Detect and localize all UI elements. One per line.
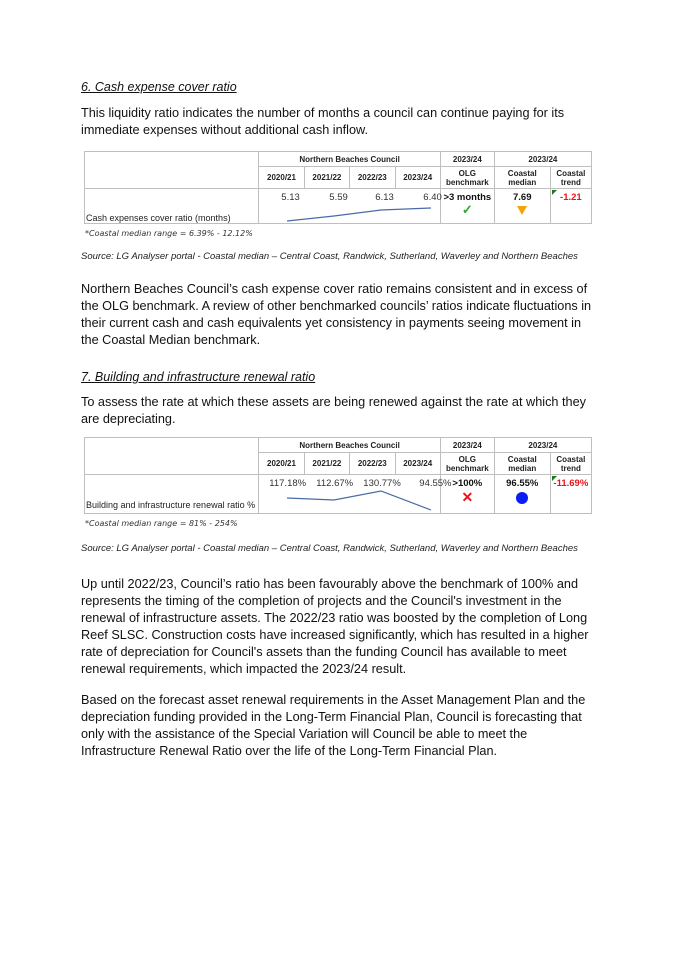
empty-corner [85, 438, 259, 475]
group-header: Northern Beaches Council [259, 438, 441, 453]
section-7-body-1: Up until 2022/23, Council’s ratio has been favourably above the benchmark of 100% and represents the timing of the completion of projects and the Council's investment in the renewal of infrastructure assets. The 2022/23 ratio was boosted by the completion of Long Reef SLSC. Construction costs have increased significantly, which has resulted in a higher rate of depreciation for Council's assets than the funding Council has available to meet renewal requirements, which impacted the 2023/24 result. [81, 577, 589, 676]
year-col-2: 2021/22 [304, 167, 349, 189]
row-label: Cash expenses cover ratio (months) [85, 189, 259, 224]
sparkline-chart [259, 475, 459, 513]
green-check-icon: ✓ [461, 202, 473, 217]
value-2023-24: 6.40 [423, 192, 442, 203]
empty-corner [85, 152, 259, 189]
coastal-trend-value: -1.21 [560, 192, 582, 203]
year-col-3: 2022/23 [350, 167, 395, 189]
coastal-year: 2023/24 [494, 438, 591, 453]
value-2022-23: 130.77% [363, 478, 401, 489]
year-col-2: 2021/22 [304, 453, 349, 475]
renewal-ratio-table [84, 437, 592, 514]
coastal-median-header: Coastal median [494, 167, 550, 189]
section-6-intro: This liquidity ratio indicates the number of months a council can continue paying for its immediate expenses without additional cash inflow. [81, 106, 565, 137]
year-col-4: 2023/24 [395, 453, 440, 475]
year-col-1: 2020/21 [259, 167, 304, 189]
year-col-1: 2020/21 [259, 453, 304, 475]
cash-expense-table [84, 151, 592, 224]
value-2021-22: 112.67% [316, 478, 354, 489]
value-2021-22: 5.59 [329, 192, 348, 203]
section-7-body-2: Based on the forecast asset renewal requirements in the Asset Management Plan and the depreciation funding provided in the Long-Term Financial Plan, Council is forecasting that only with the assistance of the Special Variation will Council be able to meet the Infrastructure Renewal Ratio over the life of the Long-Term Financial Plan. [81, 693, 586, 758]
group-header: Northern Beaches Council [259, 152, 441, 167]
value-2022-23: 6.13 [375, 192, 394, 203]
olg-benchmark-header: OLG benchmark [440, 167, 494, 189]
coastal-median-cell [494, 475, 550, 514]
olg-benchmark-value: >3 months [443, 192, 492, 203]
sparkline-chart [259, 189, 459, 223]
coastal-median-value: 7.69 [513, 192, 532, 203]
year-col-3: 2022/23 [350, 453, 395, 475]
coastal-median-cell [494, 189, 550, 224]
values-sparkline-cell [259, 475, 452, 514]
comment-marker-icon [552, 190, 557, 195]
section-6-body: Northern Beaches Council’s cash expense cover ratio remains consistent and in excess of the OLG benchmark. A review of other benchmarked councils’ ratios indicate fluctuations in their current cash and cash equivalents yet consistency in payments seeing movement in the Coastal Median benchmark. [81, 282, 592, 347]
coastal-median-value: 96.55% [506, 478, 539, 489]
coastal-trend-cell [550, 475, 591, 514]
olg-benchmark-cell [440, 189, 494, 224]
orange-down-triangle-icon [517, 206, 527, 215]
red-cross-icon: ✕ [461, 489, 474, 505]
coastal-median-range-note: *Coastal median range = 6.39% - 12.12% [85, 229, 253, 238]
coastal-trend-header: Coastal trend [550, 453, 591, 475]
section-6-heading: 6. Cash expense cover ratio [81, 80, 237, 94]
blue-circle-icon [516, 492, 528, 504]
coastal-median-header: Coastal median [494, 453, 550, 475]
values-sparkline-cell [259, 189, 441, 224]
row-label: Building and infrastructure renewal ratio % [85, 475, 259, 514]
value-2020-21: 5.13 [281, 192, 300, 203]
coastal-trend-cell [550, 189, 591, 224]
year-col-4: 2023/24 [395, 167, 440, 189]
comment-marker-icon [552, 476, 557, 481]
section-7-heading: 7. Building and infrastructure renewal ratio [81, 370, 316, 384]
coastal-median-range-note: *Coastal median range = 81% - 254% [85, 519, 238, 528]
section-7-intro: To assess the rate at which these assets are being renewed against the rate at which they are depreciating. [81, 395, 586, 426]
olg-benchmark-header: OLG benchmark [440, 453, 494, 475]
olg-year: 2023/24 [440, 152, 494, 167]
section-7-source: Source: LG Analyser portal - Coastal median – Central Coast, Randwick, Sutherland, Waverley and Northern Beaches [81, 543, 578, 554]
coastal-trend-value: -11.69% [553, 478, 589, 489]
coastal-year: 2023/24 [494, 152, 591, 167]
value-2020-21: 117.18% [269, 478, 307, 489]
section-6-source: Source: LG Analyser portal - Coastal median – Central Coast, Randwick, Sutherland, Waverley and Northern Beaches [81, 251, 578, 262]
coastal-trend-header: Coastal trend [550, 167, 591, 189]
olg-year: 2023/24 [440, 438, 494, 453]
olg-benchmark-value: >100% [452, 478, 483, 489]
value-2023-24: 94.55% [419, 478, 452, 489]
